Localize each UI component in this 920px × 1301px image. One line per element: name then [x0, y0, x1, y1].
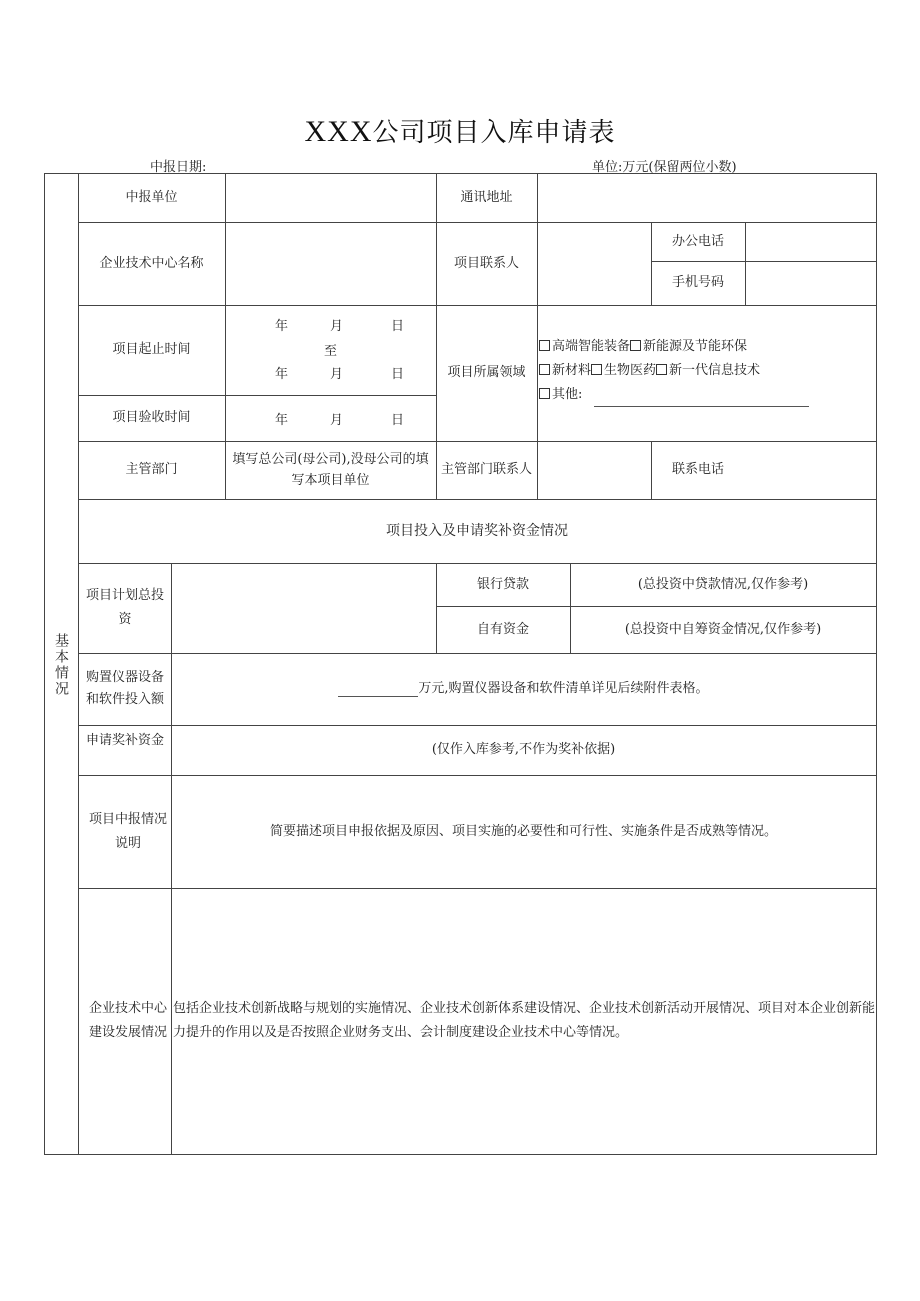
- mobile-phone-field[interactable]: [745, 261, 876, 305]
- project-field-label: 项目所属领域: [447, 365, 526, 380]
- tech-center-name-field[interactable]: [225, 222, 436, 305]
- acceptance-time-label: 项目验收时间: [112, 410, 191, 425]
- office-phone-label: 办公电话: [671, 233, 724, 249]
- equipment-investment-field[interactable]: 万元,购置仪器设备和软件清单详见后续附件表格。: [171, 653, 876, 725]
- center-development-label: 企业技术中心建设发展情况: [88, 1001, 167, 1040]
- equipment-investment-label: 购置仪器设备和软件投入额: [85, 670, 164, 707]
- dept-contact-label: 主管部门联系人: [440, 462, 532, 477]
- checkbox-new-it[interactable]: 新一代信息技术: [656, 363, 760, 378]
- application-date-label: 中报日期:: [150, 160, 207, 175]
- checkbox-biomedicine[interactable]: 生物医药: [591, 363, 656, 378]
- project-period-label: 项目起止时间: [112, 342, 191, 357]
- bank-loan-field[interactable]: (总投资中贷款情况,仅作参考): [637, 576, 809, 592]
- section-label-basic-info: 基本情况: [53, 633, 69, 697]
- project-period-field[interactable]: 年 月 日 至 年 月 日: [275, 319, 405, 382]
- application-desc-field[interactable]: 简要描述项目申报依据及原因、项目实施的必要性和可行性、实施条件是否成熟等情况。: [269, 823, 777, 839]
- project-field-options: [539, 335, 809, 407]
- other-field-input[interactable]: [594, 392, 809, 407]
- supervising-dept-field[interactable]: 填写总公司(母公司),没母公司的填写本项目单位: [232, 452, 429, 488]
- subsidy-label: 申请奖补资金: [85, 733, 164, 748]
- checkbox-new-materials[interactable]: 新材料: [539, 363, 591, 378]
- office-phone-field[interactable]: [745, 222, 876, 261]
- contact-phone-field[interactable]: [745, 441, 876, 499]
- investment-section-title: 项目投入及申请奖补资金情况: [386, 523, 568, 539]
- subsidy-field[interactable]: (仅作入库参考,不作为奖补依据): [431, 742, 616, 757]
- contact-person-field[interactable]: [537, 222, 651, 305]
- contact-phone-label: 联系电话: [671, 462, 724, 477]
- acceptance-time-field[interactable]: 年 月 日: [275, 413, 405, 428]
- center-development-field[interactable]: 包括企业技术创新战略与规划的实施情况、企业技术创新体系建设情况、企业技术创新活动开展情况、项目对本企业创新能力提升的作用以及是否按照企业财务支出、会计制度建设企业技术中心等情况。: [173, 1001, 876, 1040]
- application-desc-label: 项目中报情况说明: [88, 811, 167, 851]
- applicant-unit-label: 中报单位: [125, 189, 178, 205]
- total-investment-field[interactable]: [171, 563, 436, 653]
- checkbox-new-energy[interactable]: 新能源及节能环保: [630, 339, 747, 354]
- own-funds-field[interactable]: (总投资中自筹资金情况,仅作参考): [624, 621, 822, 637]
- total-investment-label: 项目计划总投资: [85, 588, 164, 627]
- dept-contact-field[interactable]: [537, 441, 651, 499]
- address-field[interactable]: [537, 173, 876, 222]
- checkbox-other[interactable]: 其他:: [539, 387, 582, 402]
- equipment-amount-input[interactable]: [338, 682, 418, 697]
- mobile-phone-label: 手机号码: [671, 275, 724, 290]
- applicant-unit-field[interactable]: [225, 173, 436, 222]
- own-funds-label: 自有资金: [476, 621, 529, 637]
- unit-label: 单位:万元(保留两位小数): [592, 160, 737, 175]
- bank-loan-label: 银行贷款: [476, 576, 529, 592]
- address-label: 通讯地址: [460, 189, 513, 205]
- page-title: XXX公司项目入库申请表: [304, 115, 616, 148]
- contact-person-label: 项目联系人: [453, 255, 519, 271]
- tech-center-name-label: 企业技术中心名称: [99, 255, 204, 271]
- supervising-dept-label: 主管部门: [125, 462, 178, 477]
- checkbox-high-end-equipment[interactable]: 高端智能装备: [539, 339, 630, 354]
